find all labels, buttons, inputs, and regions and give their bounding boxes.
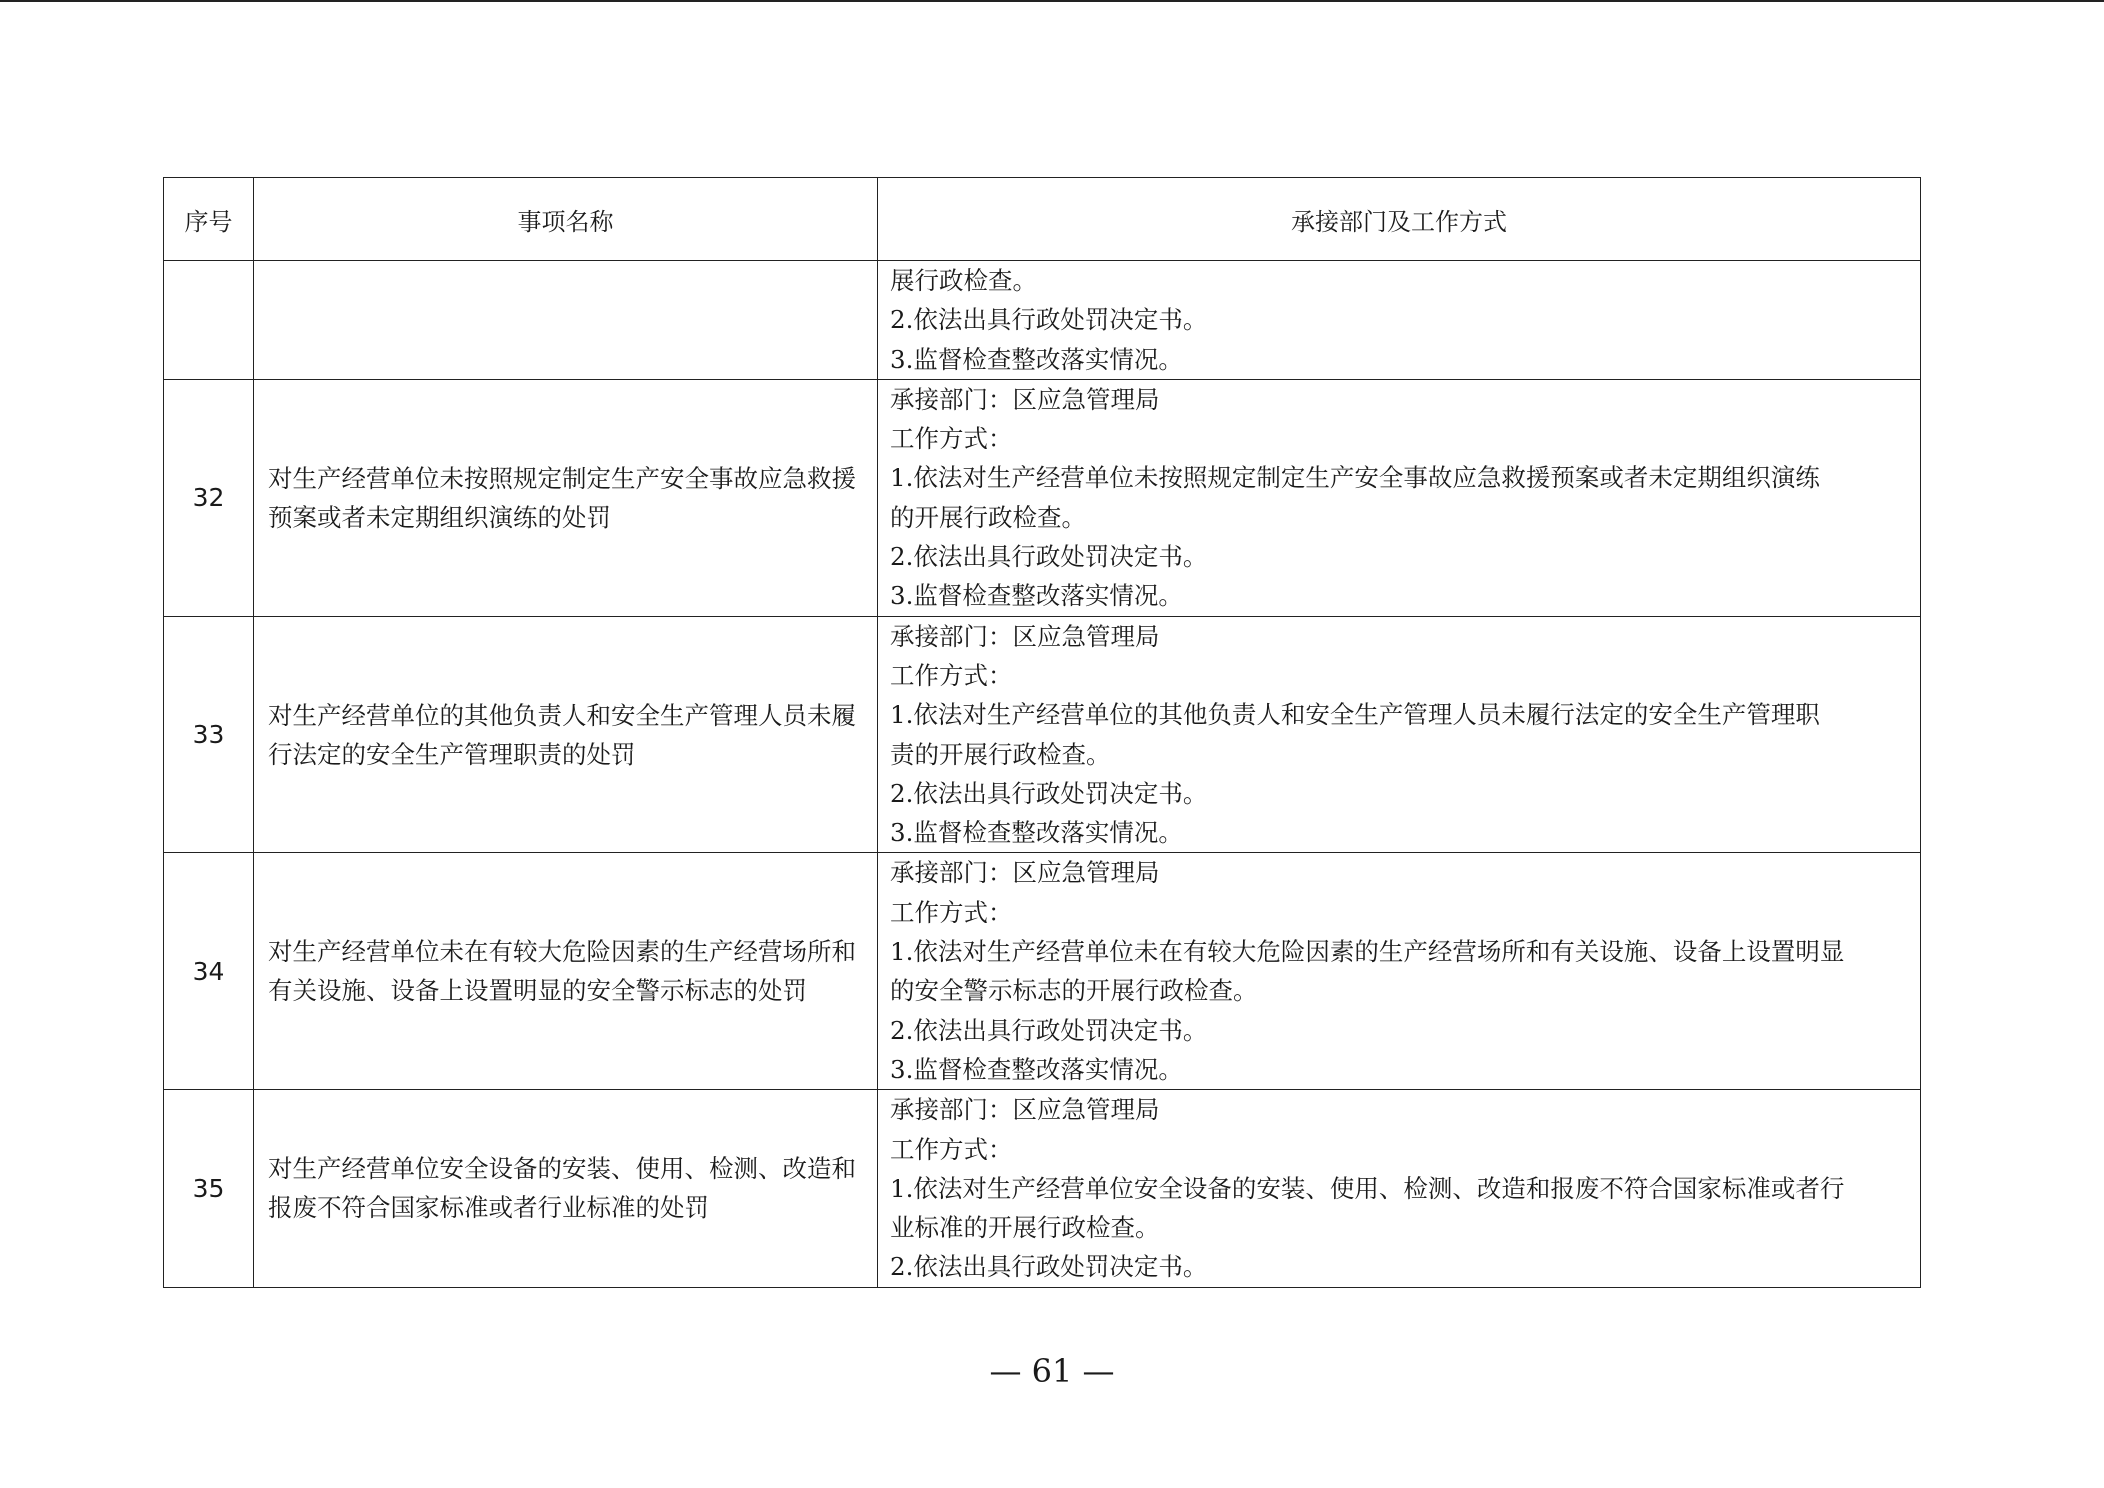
method-line: 的安全警示标志的开展行政检查。 (890, 976, 1258, 1006)
header-matter-name: 事项名称 (254, 178, 878, 261)
method-line: 3.监督检查整改落实情况。 (890, 1054, 1183, 1084)
table-row (164, 1090, 1921, 1287)
matter-name: 对生产经营单位未按照规定制定生产安全事故应急救援预案或者未定期组织演练的处罚 (254, 379, 878, 616)
row-number (164, 261, 254, 380)
method-line: 2.依法出具行政处罚决定书。 (890, 1252, 1208, 1282)
method-line: 2.依法出具行政处罚决定书。 (890, 305, 1208, 335)
method-line: 的开展行政检查。 (890, 502, 1086, 532)
method-line: 2.依法出具行政处罚决定书。 (890, 542, 1208, 572)
department-and-method (878, 853, 1921, 1090)
method-line: 3.监督检查整改落实情况。 (890, 581, 1183, 611)
method-line: 工作方式： (890, 1134, 1013, 1164)
method-line: 业标准的开展行政检查。 (890, 1213, 1160, 1243)
matter-name (254, 261, 878, 380)
method-line: 3.监督检查整改落实情况。 (890, 344, 1183, 374)
table-row (164, 379, 1921, 616)
method-line: 工作方式： (890, 897, 1013, 927)
department-and-method (878, 261, 1921, 380)
method-line: 1.依法对生产经营单位安全设备的安装、使用、检测、改造和报废不符合国家标准或者行 (890, 1173, 1845, 1203)
row-number: 32 (164, 379, 254, 616)
method-line: 承接部门：区应急管理局 (890, 858, 1160, 888)
top-border-rule (0, 0, 2104, 2)
method-line: 责的开展行政检查。 (890, 739, 1111, 769)
page-number: — 61 — (989, 1352, 1115, 1390)
method-line: 展行政检查。 (890, 266, 1037, 295)
method-line: 承接部门：区应急管理局 (890, 1095, 1160, 1125)
table-row (164, 261, 1921, 380)
matters-table (163, 177, 1921, 1288)
department-and-method (878, 1090, 1921, 1287)
department-and-method (878, 379, 1921, 616)
table-row (164, 616, 1921, 853)
method-line: 1.依法对生产经营单位未在有较大危险因素的生产经营场所和有关设施、设备上设置明显 (890, 937, 1845, 967)
table-header-row (164, 178, 1921, 261)
method-line: 3.监督检查整改落实情况。 (890, 818, 1183, 848)
header-serial-number: 序号 (164, 178, 254, 261)
method-line: 承接部门：区应急管理局 (890, 621, 1160, 651)
method-line: 工作方式： (890, 424, 1013, 454)
method-line: 1.依法对生产经营单位未按照规定制定生产安全事故应急救援预案或者未定期组织演练 (890, 463, 1820, 493)
department-and-method (878, 616, 1921, 853)
matter-name: 对生产经营单位未在有较大危险因素的生产经营场所和有关设施、设备上设置明显的安全警示标志的处罚 (254, 853, 878, 1090)
row-number: 34 (164, 853, 254, 1090)
row-number: 35 (164, 1090, 254, 1287)
method-line: 2.依法出具行政处罚决定书。 (890, 1015, 1208, 1045)
header-department-and-method: 承接部门及工作方式 (878, 178, 1921, 261)
table-row (164, 853, 1921, 1090)
row-number: 33 (164, 616, 254, 853)
method-line: 工作方式： (890, 660, 1013, 690)
method-line: 1.依法对生产经营单位的其他负责人和安全生产管理人员未履行法定的安全生产管理职 (890, 700, 1820, 730)
method-line: 承接部门：区应急管理局 (890, 384, 1160, 414)
matter-name: 对生产经营单位安全设备的安装、使用、检测、改造和报废不符合国家标准或者行业标准的处罚 (254, 1090, 878, 1287)
matter-name: 对生产经营单位的其他负责人和安全生产管理人员未履行法定的安全生产管理职责的处罚 (254, 616, 878, 853)
method-line: 2.依法出具行政处罚决定书。 (890, 778, 1208, 808)
